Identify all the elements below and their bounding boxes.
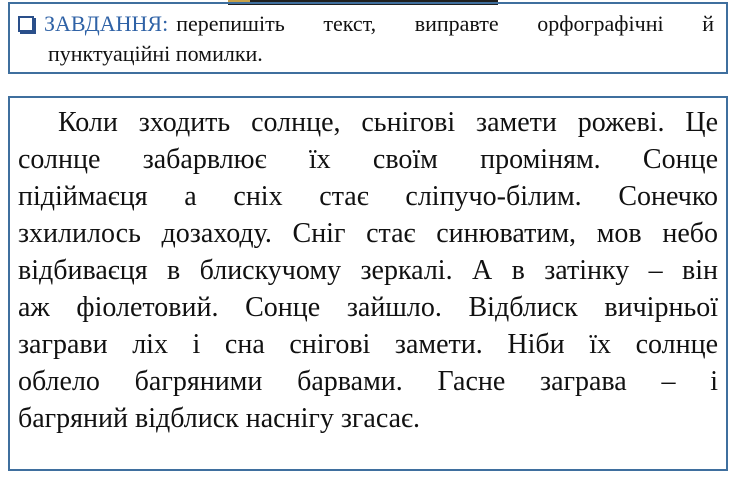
checkbox-icon bbox=[18, 16, 34, 32]
passage-line: багряний відблиск наснігу згасає. bbox=[18, 403, 421, 434]
task-line-2 bbox=[18, 39, 714, 69]
task-label: ЗАВДАННЯ: bbox=[44, 11, 169, 36]
task-line-1 bbox=[18, 9, 714, 39]
passage-line: облело багряними барвами. Гасне заграва – і bbox=[18, 366, 718, 397]
task-instruction-text: перепишіть текст, виправте орфографічні й bbox=[176, 11, 714, 36]
passage-line: солнце забарвлює їх своїм проміням. Сонце bbox=[18, 144, 718, 175]
passage-line: підіймаєця а сніх стає сліпучо-білим. Сонечко bbox=[18, 181, 718, 212]
passage-line: аж фіолетовий. Сонце зайшло. Відблиск вичірньої bbox=[18, 292, 718, 323]
passage-line: Коли зходить солнце, сьнігові замети рожеві. Це bbox=[58, 107, 718, 138]
passage-line: зхилилось дозаходу. Сніг стає синюватим, мов небо bbox=[18, 218, 718, 249]
task-box bbox=[8, 2, 728, 74]
passage-line: відбиваєця в блискучому зеркалі. А в затінку – він bbox=[18, 255, 718, 286]
task-instruction-continuation: пунктуаційні помилки. bbox=[48, 41, 263, 66]
passage-line: заграви ліх і сна снігові замети. Ніби їх солнце bbox=[18, 329, 718, 360]
passage-box bbox=[8, 96, 728, 471]
